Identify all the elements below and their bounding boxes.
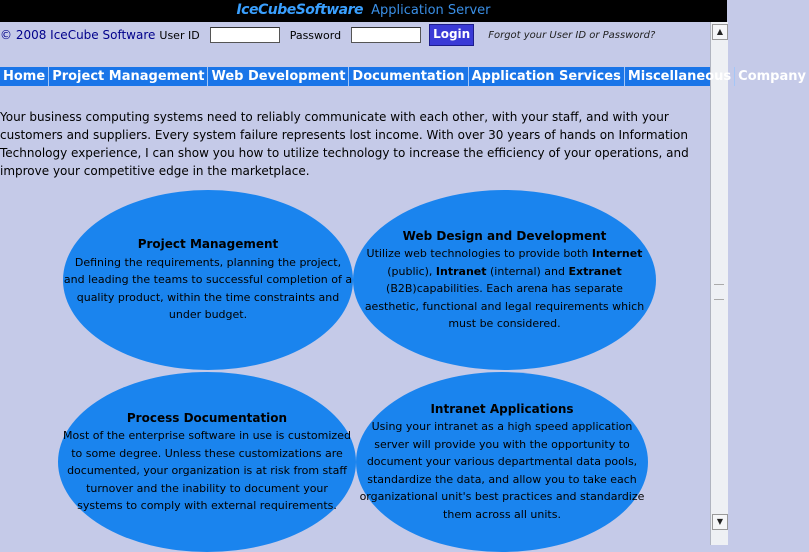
service-description: Defining the requirements, planning the project, and leading the teams to successful completion of a quality product, within the time constraints and under budget. xyxy=(63,255,353,322)
password-input[interactable] xyxy=(351,27,421,43)
scroll-grip-icon[interactable] xyxy=(714,284,724,300)
service-title: Web Design and Development xyxy=(402,228,607,243)
forgot-password-link[interactable]: Forgot your User ID or Password? xyxy=(488,29,656,41)
service-title: Process Documentation xyxy=(126,410,288,425)
service-process-documentation xyxy=(58,372,356,552)
main-nav xyxy=(0,67,806,86)
intro-paragraph: Your business computing systems need to reliably communicate with each other, with your staff, and with your customers and suppliers. Every system failure represents lost income. With over 30 years of hands on Information Technology experience, I can show you how to utilize technology to increase the efficiency of your operations, and improve your competitive edge in the marketplace. xyxy=(0,110,689,178)
scroll-down-arrow-icon[interactable]: ▼ xyxy=(712,514,728,530)
login-bar xyxy=(0,22,710,48)
userid-label: User ID xyxy=(159,28,200,42)
nav-miscellaneous[interactable]: Miscellaneous xyxy=(625,67,735,86)
service-description: Using your intranet as a high speed application server will provide you with the opportunity to document your various departmental data pools, standardize the data, and allow you to take each organizational unit's best practices and standardize them across all units. xyxy=(359,420,645,521)
nav-home[interactable]: Home xyxy=(0,67,49,86)
nav-application-services[interactable]: Application Services xyxy=(469,67,625,86)
nav-company[interactable]: Company xyxy=(738,69,806,84)
password-label: Password xyxy=(289,28,342,42)
scroll-up-arrow-icon[interactable]: ▲ xyxy=(712,24,728,40)
service-title: Project Management xyxy=(137,237,279,252)
service-title: Intranet Applications xyxy=(430,401,574,416)
vertical-scrollbar[interactable] xyxy=(710,22,728,545)
service-intranet-applications xyxy=(356,372,648,552)
copyright-text: © 2008 IceCube Software xyxy=(0,28,156,42)
nav-project-management[interactable]: Project Management xyxy=(49,67,208,86)
service-description: Most of the enterprise software in use is customized to some degree. Unless these customizations are documented, your organization is at risk from staff turnover and the inability to document your systems to comply with external requirements. xyxy=(63,429,351,512)
site-subtitle: Application Server xyxy=(371,3,491,18)
login-button[interactable]: Login xyxy=(429,24,474,46)
userid-input[interactable] xyxy=(210,27,280,43)
service-description: Utilize web technologies to provide both Internet (public), Intranet (internal) and Extranet (B2B)capabilities. Each arena has separate aesthetic, functional and legal requirements which must be considered. xyxy=(364,247,645,330)
site-logo: IceCubeSoftware xyxy=(236,2,363,18)
site-header xyxy=(0,0,727,22)
service-project-management xyxy=(63,190,353,370)
nav-documentation[interactable]: Documentation xyxy=(349,67,468,86)
service-web-design xyxy=(353,190,656,370)
nav-web-development[interactable]: Web Development xyxy=(208,67,349,86)
